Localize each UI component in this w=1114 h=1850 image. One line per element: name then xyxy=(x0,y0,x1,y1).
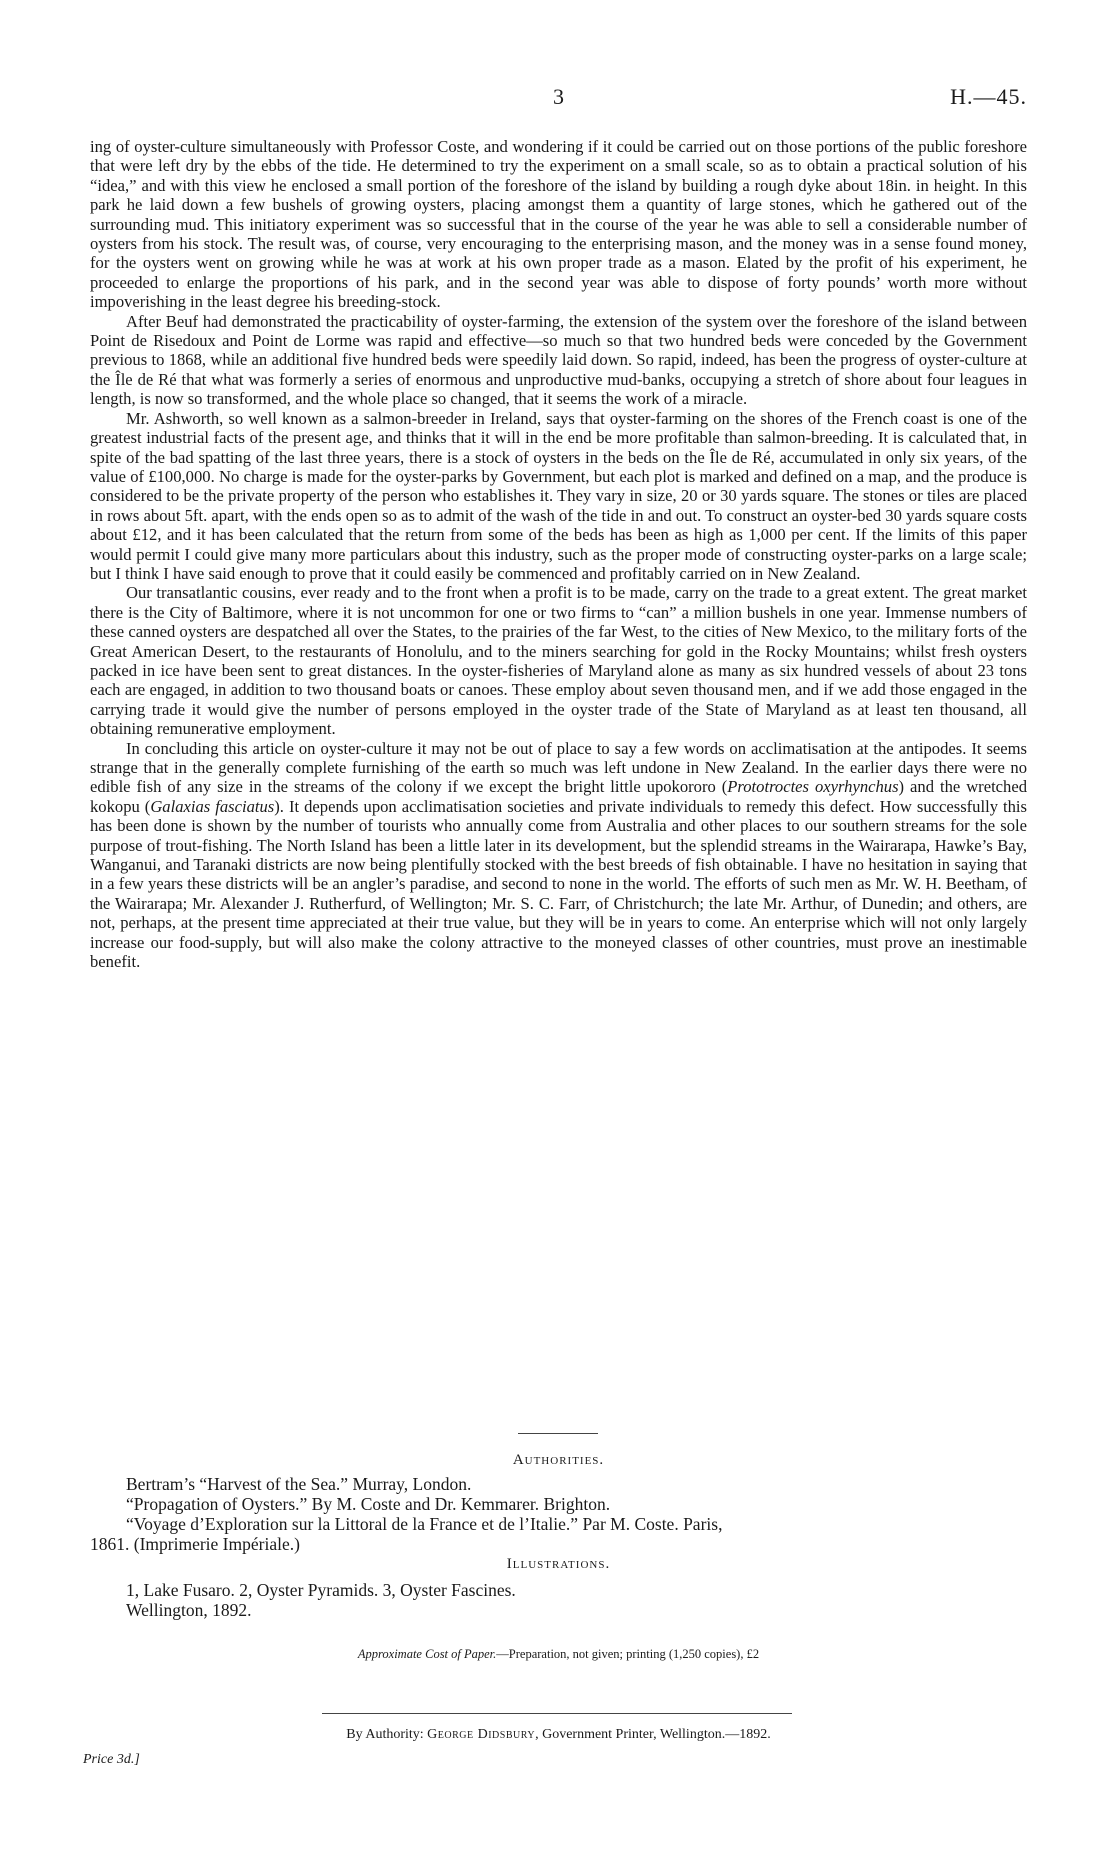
printer-name: George Didsbury xyxy=(427,1727,536,1742)
illustrations-list xyxy=(90,1580,1027,1620)
article-body xyxy=(90,137,1027,971)
cost-label: Approximate Cost of Paper. xyxy=(357,1647,497,1661)
reference-continuation: 1861. (Imprimerie Impériale.) xyxy=(90,1534,300,1554)
authorities-heading: Authorities. xyxy=(512,1452,605,1468)
printer-authority: By Authority: George Didsbury, Government Printer, Wellington.—1892. xyxy=(346,1727,771,1742)
paragraph: Our transatlantic cousins, ever ready and to the front when a profit is to be made, carry on the trade to a great extent. The great market there is the City of Baltimore, where it is not uncommon for one or two firms to “can” a million bushels in one year. Immense numbers of these canned oysters are despatched all over the States, to the prairies of the far West, to the cities of New Mexico, to the military forts of the Great American Desert, to the restaurants of Honolulu, and to the miners searching for gold in the Rocky Mountains; whilst fresh oysters packed in ice have been sent to great distances. In the oyster-fisheries of Maryland alone as many as six hundred vessels of about 23 tons each are engaged, in addition to two thousand boats or canoes. These employ about seven thousand men, and if we add those engaged in the carrying trade it would give the number of persons employed in the oyster trade of the State of Maryland as at least ten thousand, all obtaining remunerative employment. xyxy=(90,583,1027,739)
paragraph: Mr. Ashworth, so well known as a salmon-breeder in Ireland, says that oyster-farming on the shores of the French coast is one of the greatest industrial facts of the present age, and thinks that it will in the end be more profitable than salmon-breeding. It is calculated that, in spite of the bad spatting of the last three years, there is a stock of oysters in the beds on the Île de Ré, accumulated in only six years, of the value of £100,000. No charge is made for the oyster-parks by Government, but each plot is marked and defined on a map, and the produce is considered to be the private property of the person who establishes it. They vary in size, 20 or 30 yards square. The stones or tiles are placed in rows about 5ft. apart, with the ends open so as to admit of the wash of the tide in and out. To construct an oyster-bed 30 yards square costs about £12, and it has been calculated that the return from some of the beds has been as high as 1,000 per cent. If the limits of this paper would permit I could give many more particulars about this industry, such as the proper mode of constructing oyster-parks on a large scale; but I think I have said enough to prove that it could easily be commenced and profitably carried on in New Zealand. xyxy=(90,408,1027,583)
paragraph-text: ) and the wretched kokopu ( xyxy=(90,777,1028,816)
page-header xyxy=(90,84,1027,114)
illustration-items: 1, Lake Fusaro. 2, Oyster Pyramids. 3, Oyster Fascines. xyxy=(126,1580,516,1600)
cost-text: —Preparation, not given; printing (1,250 copies), £2 xyxy=(496,1647,760,1661)
paragraph: After Beuf had demonstrated the practicability of oyster-farming, the extension of the system over the foreshore of the island between Point de Risedoux and Point de Lorme was rapid and effective—so much so that two hundred beds were conceded by the Government previous to 1868, while an additional five hundred beds were speedily laid down. So rapid, indeed, has been the progress of oyster-culture at the Île de Ré that what was formerly a series of enormous and unproductive mud-banks, occupying a stretch of shore about four leagues in length, is now so transformed, and the whole place so changed, that it seems the work of a miracle. xyxy=(90,311,1027,409)
footer-divider xyxy=(322,1713,792,1714)
authorities-list xyxy=(90,1474,1027,1554)
price-label: Price 3d.] xyxy=(83,1752,140,1767)
page-number: 3 xyxy=(553,84,564,109)
paragraph-text: In concluding this article on oyster-culture it may not be out of place to say a few words on acclimatisation at the antipodes. It seems strange that in the generally complete furnishing of the earth so much was left undone in New Zealand. In the earlier days there were no edible fish of any size in the streams of the colony if we except the bright little upokororo ( xyxy=(90,738,1027,797)
cost-note xyxy=(90,1647,1027,1662)
paragraph: ing of oyster-culture simultaneously with Professor Coste, and wondering if it could be carried out on those portions of the public foreshore that were left dry by the ebbs of the tide. He determined to try the experiment on a small scale, so as to obtain a practical solution of his “idea,” and with this view he enclosed a small portion of the foreshore of the island by building a rough dyke about 18in. in height. In this park he laid down a few bushels of growing oysters, placing amongst them a quantity of large stones, which he gathered out of the surrounding mud. This initiatory experiment was so successful that in the course of the year he was able to sell a considerable number of oysters from his stock. The result was, of course, very encouraging to the enterprising mason, and the money was in a sense found money, for the oysters went on growing while he was at work at his own proper trade as a mason. Elated by the profit of his experiment, he proceeded to enlarge the proportions of his park, and in the second year was able to dispose of forty pounds’ worth more without impoverishing in the least degree his breeding-stock. xyxy=(90,137,1027,312)
illustrations-heading: Illustrations. xyxy=(506,1556,611,1572)
paragraph xyxy=(90,739,1027,972)
place-date: Wellington, 1892. xyxy=(126,1600,252,1620)
reference-item: Bertram’s “Harvest of the Sea.” Murray, London. xyxy=(126,1474,472,1494)
document-reference: H.—45. xyxy=(950,84,1027,109)
section-divider xyxy=(518,1433,598,1434)
paragraph-text: ). It depends upon acclimatisation societies and private individuals to remedy this defect. How successfully this has been done is shown by the number of tourists who annually come from Australia and other places to our southern streams for the sole purpose of trout-fishing. The North Island has been a little later in its development, but the splendid streams in the Wairarapa, Hawke’s Bay, Wanganui, and Taranaki districts are now being plentifully stocked with the best breeds of fish obtainable. I have no hesitation in saying that in a few years these districts will be an angler’s paradise, and second to none in the world. The efforts of such men as Mr. W. H. Beetham, of the Wairarapa; Mr. Alexander J. Rutherfurd, of Wellington; Mr. S. C. Farr, of Christchurch; the late Mr. Arthur, of Dunedin; and others, are not, perhaps, at the present time appreciated at their true value, but they will be in years to come. An enterprise which will not only largely increase our food-supply, but will also make the colony attractive to the moneyed classes of other countries, must prove an inestimable benefit. xyxy=(90,796,1027,972)
reference-item: “Propagation of Oysters.” By M. Coste and Dr. Kemmarer. Brighton. xyxy=(126,1494,611,1514)
reference-item: “Voyage d’Exploration sur la Littoral de la France et de l’Italie.” Par M. Coste. Paris, xyxy=(126,1514,723,1534)
species-name: Prototroctes oxyrhynchus xyxy=(727,777,899,797)
species-name: Galaxias fasciatus xyxy=(150,796,275,816)
